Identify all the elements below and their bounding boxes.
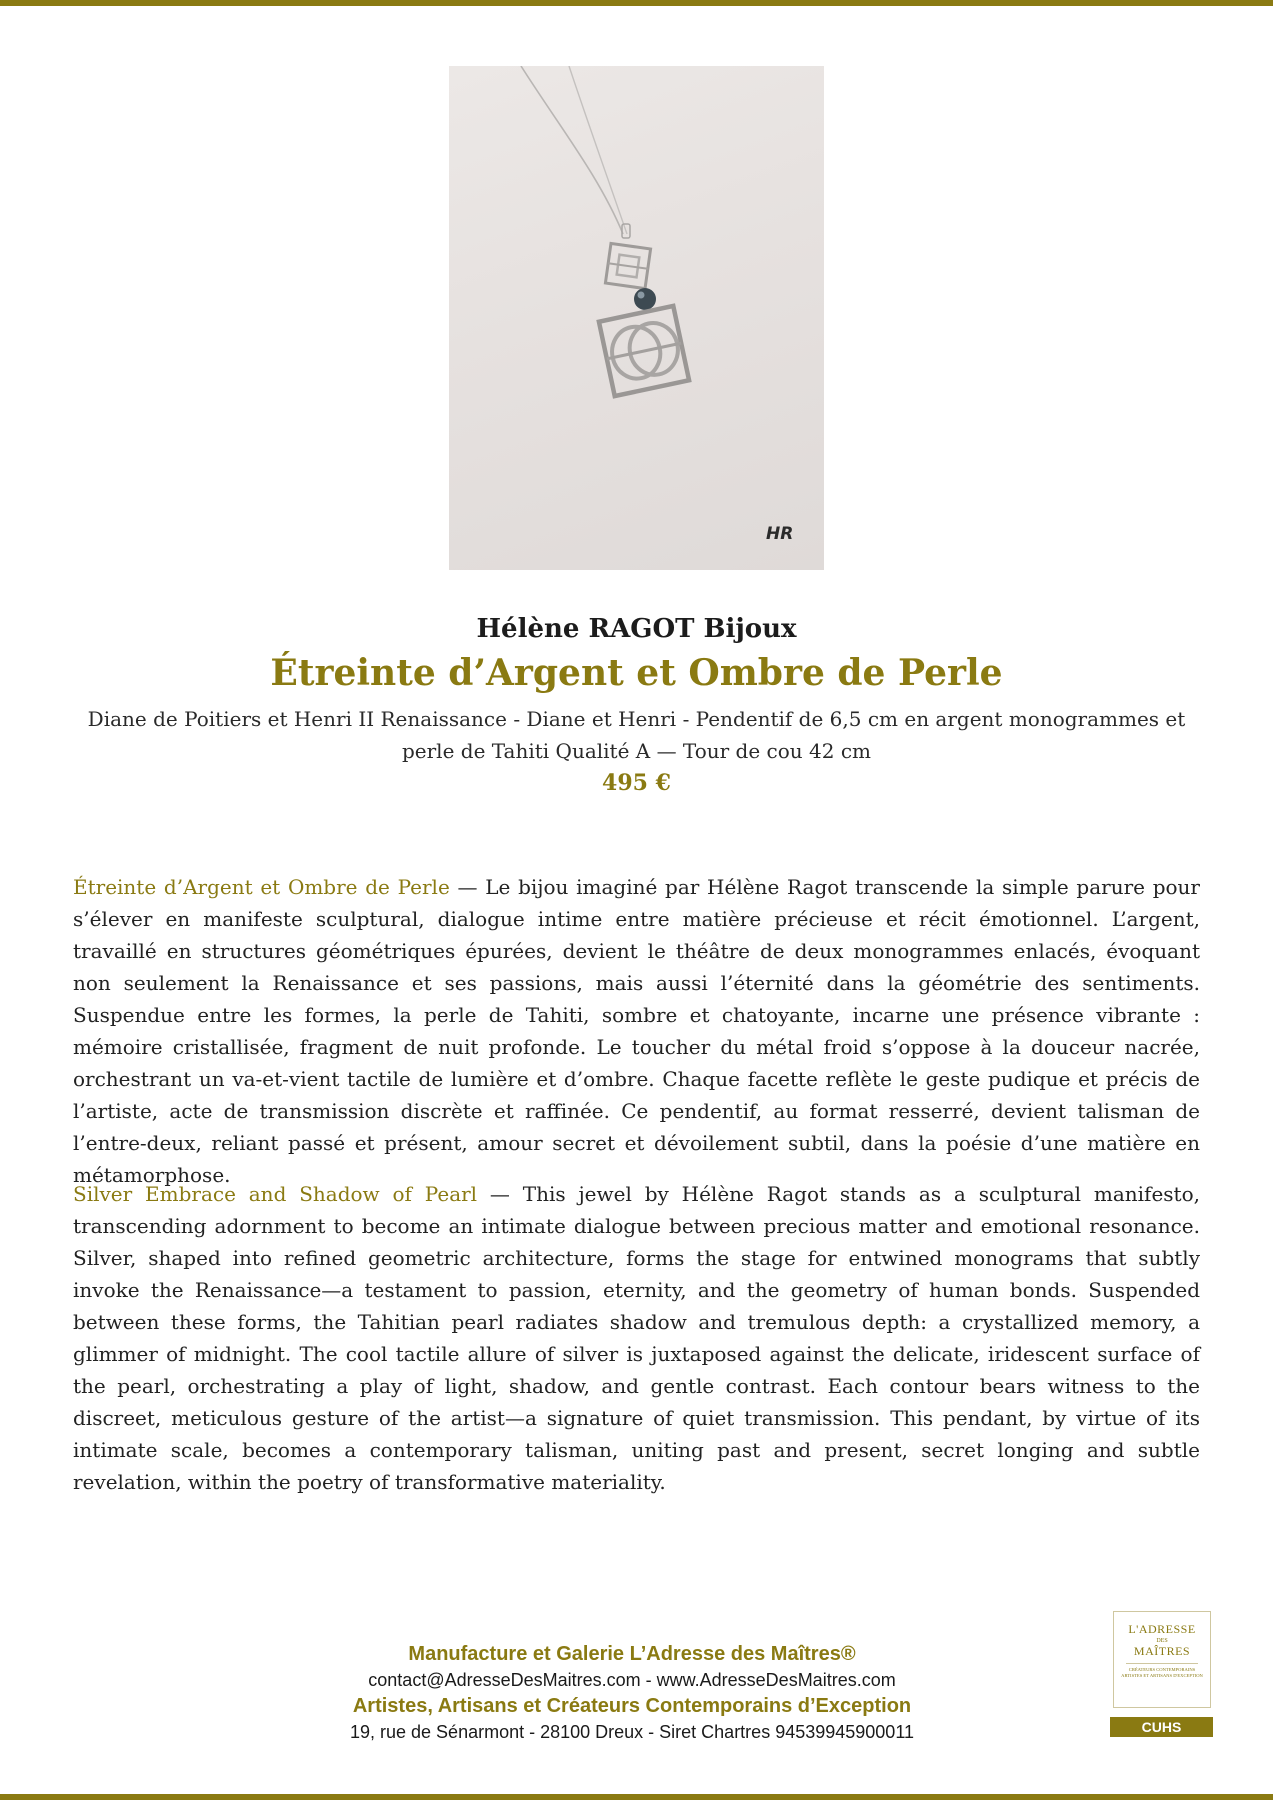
badge-label: CUHS	[1110, 1717, 1213, 1737]
product-photo	[449, 66, 824, 570]
description-french-body: — Le bijou imaginé par Hélène Ragot transcende la simple parure pour s’élever en manifeste sculptural, dialogue intime entre matière précieuse et récit émotionnel. L’argent, travaillé en structures géométriques épurées, devient le théâtre de deux monogrammes enlacés, évoquant non seulement la Renaissance et ses passions, mais aussi l’éternité dans la géométrie des sentiments. Suspendue entre les formes, la perle de Tahiti, sombre et chatoyante, incarne une présence vibrante : mémoire cristallisée, fragment de nuit profonde. Le toucher du métal froid s’oppose à la douceur nacrée, orchestrant un va-et-vient tactile de lumière et d’ombre. Chaque facette reflète le geste pudique et précis de l’artiste, acte de transmission discrète et raffinée. Ce pendentif, au format resserré, devient talisman de l’entre-deux, reliant passé et présent, amour secret et dévoilement subtil, dans la poésie d’une matière en métamorphose.	[73, 875, 1200, 1187]
footer-tagline: Artistes, Artisans et Créateurs Contemporains d’Exception	[352, 1695, 912, 1717]
description-english	[73, 1178, 1200, 1498]
product-price: 495 €	[602, 770, 671, 796]
footer-contact: contact@AdresseDesMaitres.com - www.AdresseDesMaitres.com	[368, 1670, 896, 1690]
product-subtitle: Diane de Poitiers et Henri II Renaissance - Diane et Henri - Pendentif de 6,5 cm en argent monogrammes et perle de Tahiti Qualité A — Tour de cou 42 cm	[87, 707, 1186, 763]
photo-signature: HR	[766, 524, 794, 544]
footer-address: 19, rue de Sénarmont - 28100 Dreux - Siret Chartres 94539945900011	[349, 1722, 915, 1742]
pendant-illustration	[449, 66, 824, 570]
top-rule	[0, 0, 1273, 6]
description-english-body: — This jewel by Hélène Ragot stands as a sculptural manifesto, transcending adornment to become an intimate dialogue between precious matter and emotional resonance. Silver, shaped into refined geometric architecture, forms the stage for entwined monograms that subtly invoke the Renaissance—a testament to passion, eternity, and the geometry of human bonds. Suspended between these forms, the Tahitian pearl radiates shadow and tremulous depth: a crystallized memory, a glimmer of midnight. The cool tactile allure of silver is juxtaposed against the delicate, iridescent surface of the pearl, orchestrating a play of light, shadow, and gentle contrast. Each contour bears witness to the discreet, meticulous gesture of the artist—a signature of quiet transmission. This pendant, by virtue of its intimate scale, becomes a contemporary talisman, uniting past and present, secret longing and subtle revelation, within the poetry of transformative materiality.	[73, 1182, 1200, 1494]
logo-line-3: MAÎTRES	[1133, 1644, 1191, 1658]
logo-divider	[1126, 1663, 1198, 1664]
gallery-logo	[1113, 1611, 1211, 1708]
logo-line-1: L'ADRESSE	[1128, 1622, 1196, 1636]
footer	[232, 1641, 1032, 1745]
description-english-lead: Silver Embrace and Shadow of Pearl	[73, 1182, 478, 1206]
footer-company: Manufacture et Galerie L’Adresse des Maîtres®	[408, 1643, 856, 1665]
artist-name: Hélène RAGOT Bijoux	[476, 614, 797, 644]
bottom-rule	[0, 1794, 1273, 1800]
product-title: Étreinte d’Argent et Ombre de Perle	[270, 652, 1003, 694]
logo-line-2: DES	[1156, 1638, 1168, 1644]
logo-line-4: CRÉATEURS CONTEMPORAINS ARTISTES ET ARTISANS D'EXCEPTION	[1121, 1667, 1203, 1678]
description-french-lead: Étreinte d’Argent et Ombre de Perle	[73, 875, 450, 899]
description-french	[73, 871, 1200, 1191]
